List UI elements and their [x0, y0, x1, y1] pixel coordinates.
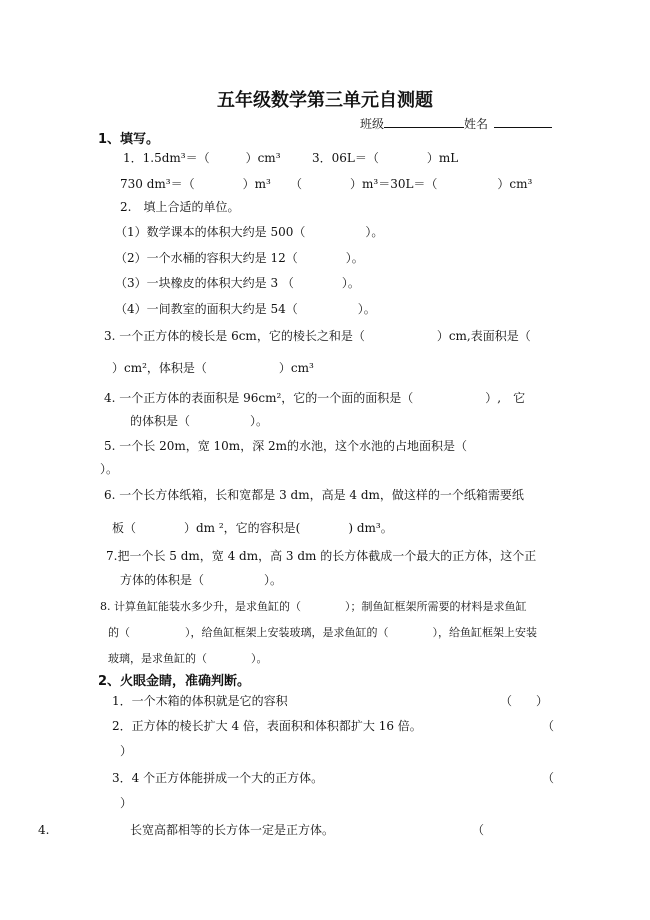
judge-1: 1．一个木箱的体积就是它的容积 [112, 694, 288, 708]
question-2-4: （4）一间教室的面积大约是 54（ ）。 [115, 302, 376, 316]
judge-3-open-paren: （ [542, 771, 555, 785]
class-label: 班级 [360, 117, 385, 131]
question-7a: 7.把一个长 5 dm，宽 4 dm，高 3 dm 的长方体截成一个最大的正方体，这个正 [106, 549, 537, 563]
judge-2-open-paren: （ [542, 719, 555, 733]
question-7b: 方体的体积是（ ）。 [120, 573, 283, 587]
question-2-2: （2）一个水桶的容积大约是 12（ ）。 [115, 251, 364, 265]
question-8c: 玻璃，是求鱼缸的（ ）。 [108, 652, 268, 665]
question-1c: 730 dm³＝（ ）m³ [120, 177, 271, 191]
page-title: 五年级数学第三单元自测题 [217, 90, 433, 111]
question-2-1: （1）数学课本的体积大约是 500（ ）。 [115, 225, 384, 239]
question-2: 2. 填上合适的单位。 [120, 200, 240, 214]
name-blank [494, 114, 552, 128]
question-1b: 3．06L＝（ ）mL [312, 151, 459, 165]
judge-3: 3．4 个正方体能拼成一个大的正方体。 [112, 771, 324, 785]
question-3a: 3. 一个正方体的棱长是 6cm，它的棱长之和是（ ）cm,表面积是（ [104, 329, 531, 343]
section-2-heading: 2、火眼金睛，准确判断。 [98, 674, 251, 689]
judge-1-paren: （ ） [500, 694, 549, 708]
student-info-header [360, 114, 552, 132]
judge-2-close-paren: ） [120, 744, 133, 758]
judge-3-close-paren: ） [120, 796, 133, 810]
judge-4-open-paren: （ [472, 823, 485, 837]
question-4b: 的体积是（ ）。 [130, 414, 269, 428]
question-6b: 板（ ）dm ²，它的容积是( ) dm³。 [112, 521, 393, 535]
judge-4-number: 4. [38, 823, 50, 837]
section-1-heading: 1、填写。 [98, 132, 160, 147]
question-5b: ）。 [100, 462, 119, 476]
question-1a: 1．1.5dm³＝（ ）cm³ [123, 151, 281, 165]
question-4a: 4. 一个正方体的表面积是 96cm²，它的一个面的面积是（ ）, 它 [104, 391, 526, 405]
question-6a: 6. 一个长方体纸箱，长和宽都是 3 dm，高是 4 dm，做这样的一个纸箱需要纸 [104, 488, 524, 502]
class-blank [384, 114, 464, 128]
question-5a: 5. 一个长 20m，宽 10m，深 2m的水池，这个水池的占地面积是（ [104, 439, 468, 453]
name-label: 姓名 [464, 117, 489, 131]
question-1d: （ ）m³＝30L＝（ ）cm³ [290, 177, 533, 191]
question-8a: 8. 计算鱼缸能装水多少升，是求鱼缸的（ ）；制鱼缸框架所需要的材料是求鱼缸 [100, 600, 527, 613]
question-3b: ）cm²，体积是（ ）cm³ [112, 361, 314, 375]
judge-4: 长宽高都相等的长方体一定是正方体。 [130, 823, 335, 837]
question-2-3: （3）一块橡皮的体积大约是 3 （ ）。 [115, 276, 360, 290]
question-8b: 的（ ），给鱼缸框架上安装玻璃，是求鱼缸的（ ），给鱼缸框架上安装 [108, 626, 537, 639]
judge-2: 2．正方体的棱长扩大 4 倍，表面积和体积都扩大 16 倍。 [112, 719, 422, 733]
